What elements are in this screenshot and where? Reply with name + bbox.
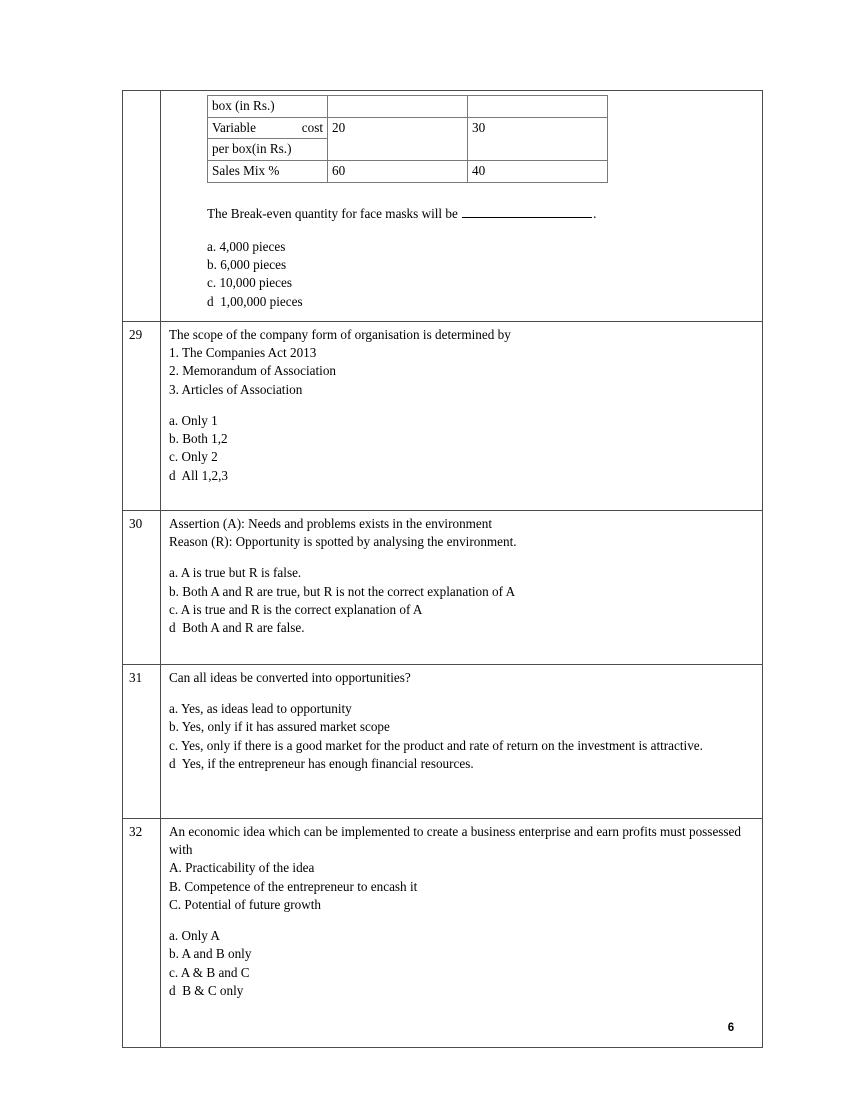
option-item[interactable]: c. Yes, only if there is a good market for the product and rate of return on the investment is attractive. [169,737,703,753]
statement-item: B. Competence of the entrepreneur to encash it [169,878,418,894]
data-row [208,96,608,118]
question-stem: The scope of the company form of organisation is determined by [169,327,511,342]
data-cell-b [468,96,608,118]
statement-item: 1. The Companies Act 2013 [169,345,317,361]
question-number: 31 [123,665,161,819]
question-number: 32 [123,819,161,1048]
answer-blank[interactable] [462,206,592,218]
data-cell-label: Sales Mix % [208,161,328,183]
data-cell-label [208,117,328,139]
question-stem: Can all ideas be converted into opportunities? [169,670,411,685]
spacer [169,687,754,700]
table-row [123,665,763,819]
data-cell-label: per box(in Rs.) [208,139,328,161]
prompt-text-after-blank: . [593,205,597,221]
table-row [123,91,763,322]
data-cell-label-left: Variable [212,119,256,135]
question-body [161,322,763,511]
data-row [208,161,608,183]
statement-item: 2. Memorandum of Association [169,363,337,379]
table-row [123,511,763,665]
statement-item: A. Practicability of the idea [169,860,315,876]
data-cell-a [328,96,468,118]
statement-item: 3. Articles of Association [169,381,303,397]
data-cell-a: 20 [328,117,468,160]
option-item[interactable]: d Yes, if the entrepreneur has enough financial resources. [169,755,474,771]
option-item[interactable]: c. A & B and C [169,964,250,980]
data-row [208,117,608,139]
data-cell-label-right: cost [301,119,323,135]
question-table [122,90,763,1048]
option-list [169,927,754,1000]
data-cell-b: 40 [468,161,608,183]
option-item[interactable]: c. 10,000 pieces [207,275,292,291]
question-body [161,665,763,819]
option-item[interactable]: d Both A and R are false. [169,620,305,636]
data-cell-a: 60 [328,161,468,183]
option-item[interactable]: b. 6,000 pieces [207,257,287,273]
question-stem: An economic idea which can be implemented to create a business enterprise and earn profits must possessed with [169,824,745,858]
option-item[interactable]: d All 1,2,3 [169,467,228,483]
statement-list [169,344,754,399]
option-list [207,238,754,311]
option-item[interactable]: b. Both 1,2 [169,431,228,447]
assertion-text: Assertion (A): Needs and problems exists in the environment [169,516,493,531]
option-item[interactable]: a. 4,000 pieces [207,238,286,254]
option-item[interactable]: b. A and B only [169,946,252,962]
data-cell-b: 30 [468,117,608,160]
question-number: 29 [123,322,161,511]
question-body [161,91,763,322]
spacer [169,223,754,238]
data-cell-label: box (in Rs.) [208,96,328,118]
spacer [169,914,754,927]
option-item[interactable]: b. Both A and R are true, but R is not the correct explanation of A [169,583,516,599]
page-number: 6 [727,1022,735,1034]
option-list [169,700,754,773]
reason-text: Reason (R): Opportunity is spotted by analysing the environment. [169,534,517,550]
option-list [169,564,754,637]
option-item[interactable]: a. Only A [169,928,220,944]
spacer [169,399,754,412]
question-body [161,511,763,665]
question-body [161,819,763,1048]
statement-list [169,859,754,914]
option-item[interactable]: d 1,00,000 pieces [207,293,303,309]
prompt-text-before-blank: The Break-even quantity for face masks will be [207,205,462,221]
table-row [123,819,763,1048]
question-number [123,91,161,322]
statement-item: C. Potential of future growth [169,896,321,912]
break-even-prompt [207,205,754,223]
cost-data-table [207,95,608,183]
option-item[interactable]: a. Yes, as ideas lead to opportunity [169,701,352,717]
spacer [169,551,754,564]
table-row [123,322,763,511]
option-item[interactable]: b. Yes, only if it has assured market scope [169,719,390,735]
option-list [169,412,754,485]
option-item[interactable]: c. A is true and R is the correct explanation of A [169,601,423,617]
question-number: 30 [123,511,161,665]
option-item[interactable]: a. A is true but R is false. [169,565,302,581]
option-item[interactable]: a. Only 1 [169,412,218,428]
option-item[interactable]: c. Only 2 [169,449,218,465]
option-item[interactable]: d B & C only [169,982,244,998]
